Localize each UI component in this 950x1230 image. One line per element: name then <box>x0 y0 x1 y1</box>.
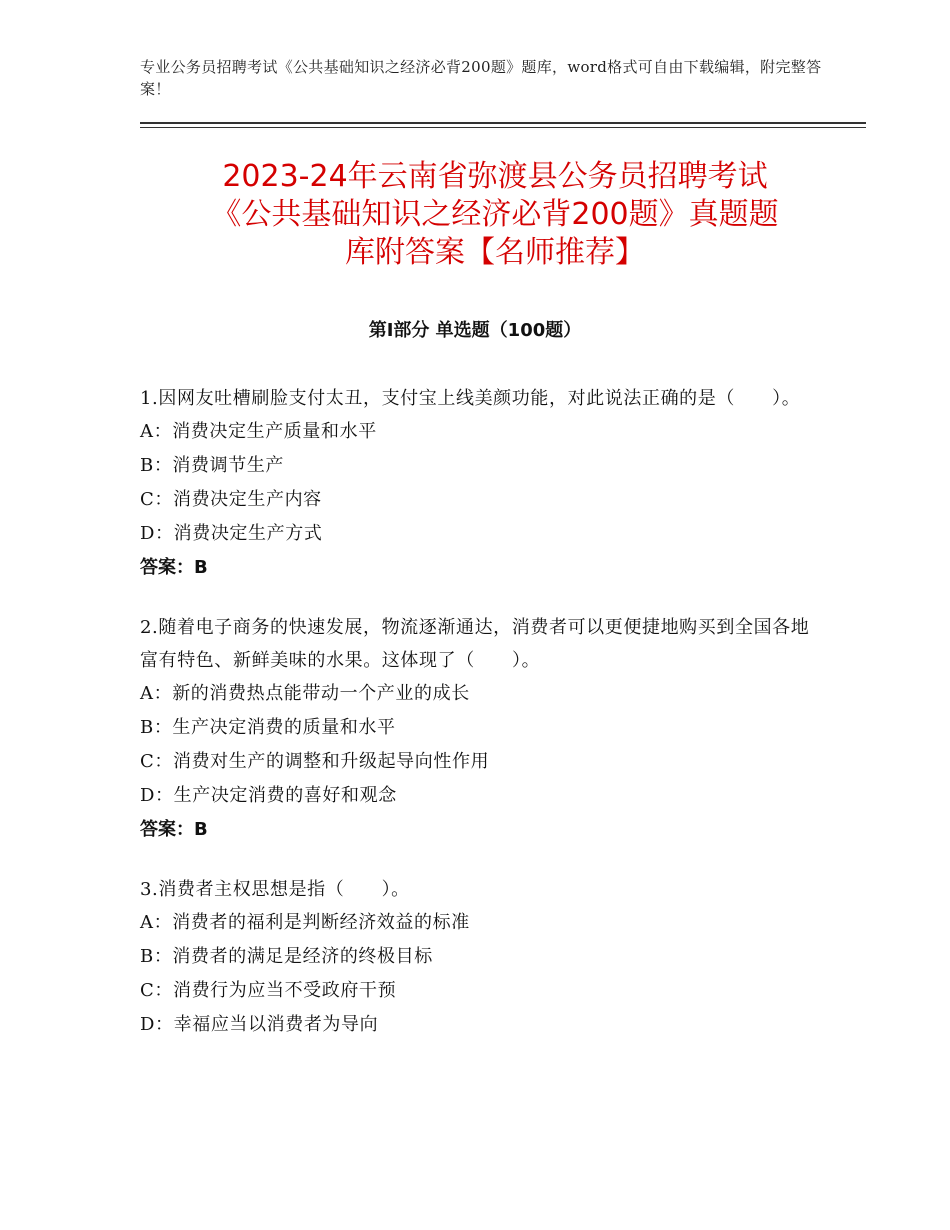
question-3 <box>140 873 820 1042</box>
document-title <box>110 158 880 272</box>
option-b: B：消费者的满足是经济的终极目标 <box>140 946 433 967</box>
question-stem: 2.随着电子商务的快速发展，物流逐渐通达，消费者可以更便捷地购买到全国各地富有特色、新鲜美味的水果。这体现了（ ）。 <box>140 617 810 671</box>
question-1 <box>140 382 820 585</box>
option-d: D：幸福应当以消费者为导向 <box>140 1014 379 1035</box>
question-stem: 3.消费者主权思想是指（ ）。 <box>140 879 410 900</box>
option-a: A：消费决定生产质量和水平 <box>140 421 377 442</box>
section-heading: 第Ⅰ部分 单选题（100题） <box>368 320 582 341</box>
option-d: D：消费决定生产方式 <box>140 523 323 544</box>
header-note: 专业公务员招聘考试《公共基础知识之经济必背200题》题库，word格式可自由下载编辑，附完整答案！ <box>140 58 822 98</box>
question-stem: 1.因网友吐槽刷脸支付太丑，支付宝上线美颜功能，对此说法正确的是（ ）。 <box>140 388 801 409</box>
option-a: A：消费者的福利是判断经济效益的标准 <box>140 912 470 933</box>
option-b: B：生产决定消费的质量和水平 <box>140 717 396 738</box>
answer-label: 答案：B <box>140 557 208 578</box>
title-line: 库附答案【名师推荐】 <box>345 235 645 270</box>
option-a: A：新的消费热点能带动一个产业的成长 <box>140 683 470 704</box>
title-line: 《公共基础知识之经济必背200题》真题题 <box>211 197 779 232</box>
header-rule-thin <box>140 127 866 128</box>
answer-label: 答案：B <box>140 819 208 840</box>
question-2 <box>140 611 820 847</box>
option-b: B：消费调节生产 <box>140 455 285 476</box>
option-d: D：生产决定消费的喜好和观念 <box>140 785 397 806</box>
question-list <box>140 382 820 1068</box>
option-c: C：消费对生产的调整和升级起导向性作用 <box>140 751 490 772</box>
title-line: 2023-24年云南省弥渡县公务员招聘考试 <box>222 159 768 194</box>
option-c: C：消费决定生产内容 <box>140 489 322 510</box>
option-c: C：消费行为应当不受政府干预 <box>140 980 397 1001</box>
header-rule-thick <box>140 122 866 124</box>
